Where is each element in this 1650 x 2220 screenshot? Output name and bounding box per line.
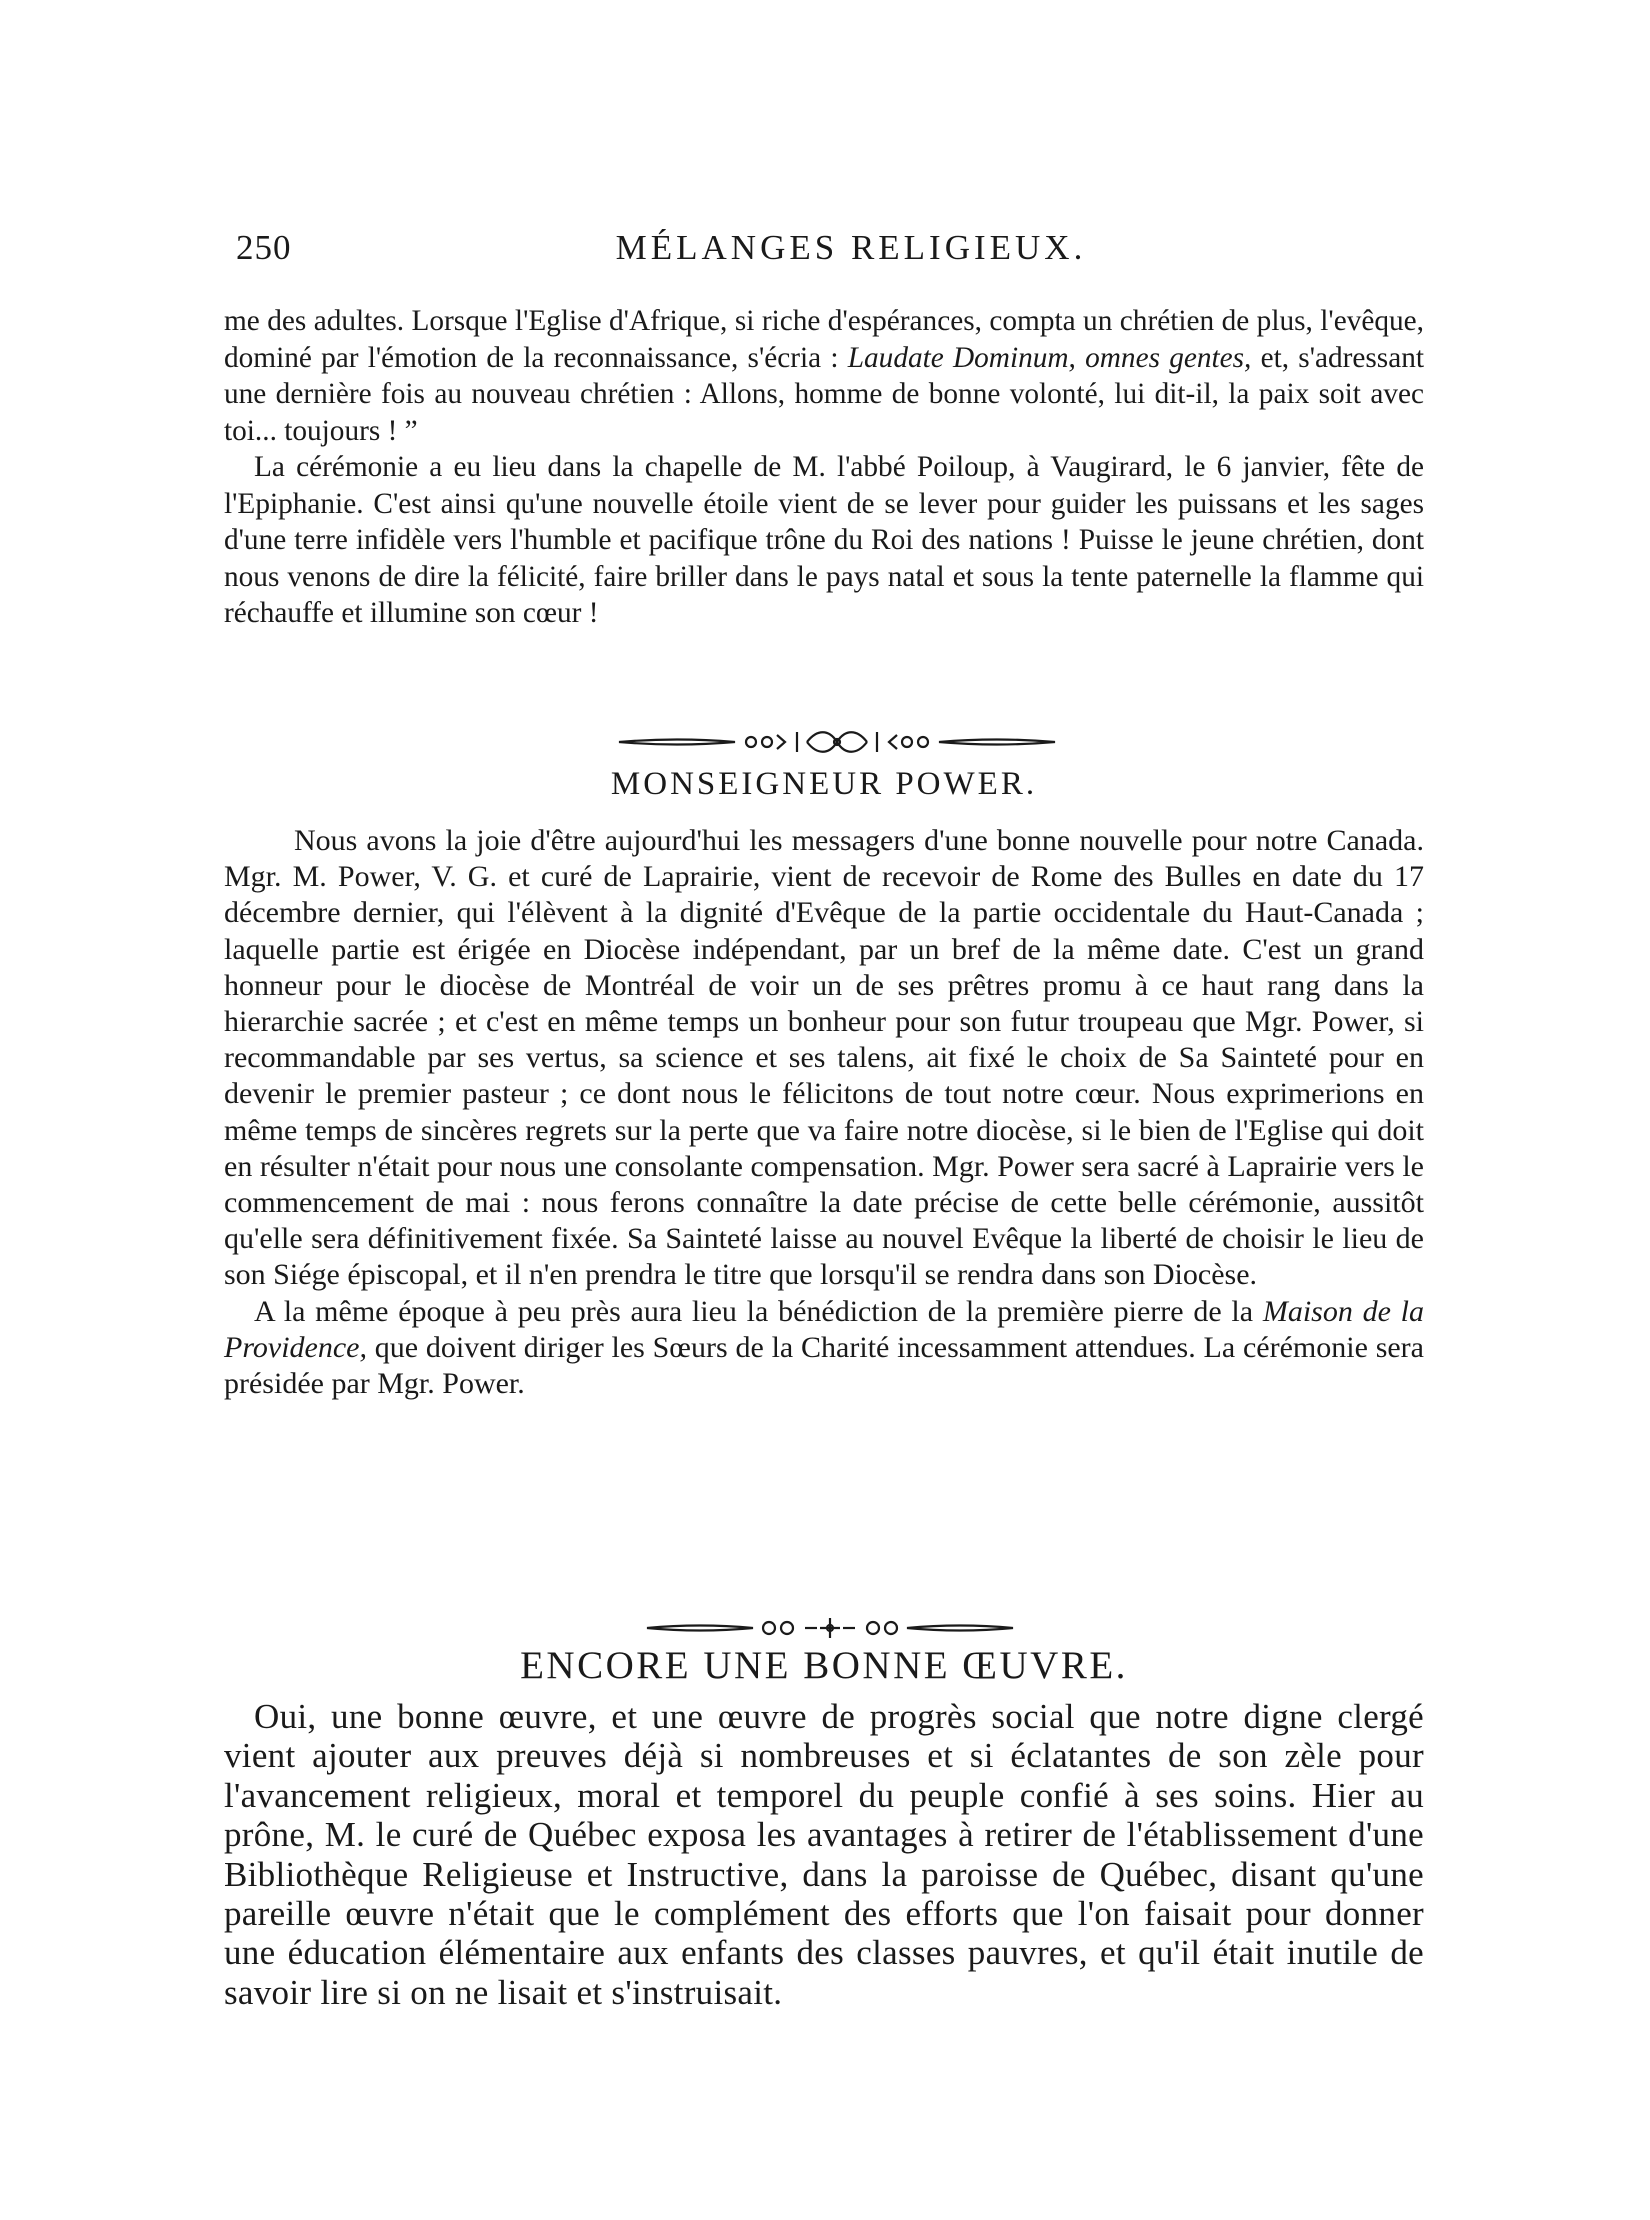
page-header bbox=[236, 228, 1466, 274]
continuation-section bbox=[224, 303, 1424, 632]
providence-italic: Maison de la Providence, bbox=[224, 1294, 1425, 1364]
section-power-body bbox=[224, 823, 1424, 1402]
section-divider-ornament bbox=[617, 727, 1057, 757]
latin-quote: Laudate Dominum, omnes gentes, bbox=[847, 341, 1252, 374]
running-title: MÉLANGES RELIGIEUX. bbox=[615, 228, 1087, 267]
page-number: 250 bbox=[236, 228, 292, 267]
continuation-text-1: me des adultes. Lorsque l'Eglise d'Afrique, si riche d'espérances, compta un chrétien de plus, l'evêque, dominé par l'émotion de la reconnaissance, s'écria : bbox=[224, 305, 1424, 374]
section-title-oeuvre: ENCORE UNE BONNE ŒUVRE. bbox=[520, 1644, 1128, 1687]
power-text-2a: A la même époque à peu près aura lieu la bénédiction de la première pierre de la bbox=[254, 1294, 1263, 1328]
continuation-paragraph bbox=[224, 303, 1424, 449]
power-paragraph-1: Nous avons la joie d'être aujourd'hui les messagers d'une bonne nouvelle pour notre Canada. Mgr. M. Power, V. G. et curé de Laprairie, vient de recevoir de Rome des Bulles en date du 17 décembre dernier, qui l'élèvent à la dignité d'Evêque de la partie occidentale du Haut-Canada ; laquelle partie est érigée en Diocèse indépendant, par un bref de la même date. C'est un grand honneur pour le diocèse de Montréal de voir un de ses prêtres promu à ce haut rang dans la hierarchie sacrée ; et c'est en même temps un bonheur pour son futur troupeau que Mgr. Power, si recommandable par ses vertus, sa science et ses talens, ait fixé le choix de Sa Sainteté pour en devenir le premier pasteur ; ce dont nous le félicitons de tout notre cœur. Nous exprimerions en même temps de sincères regrets sur la perte que va faire notre diocèse, si le bien de l'Eglise qui doit en résulter n'était pour nous une consolante compensation. Mgr. Power sera sacré à Laprairie vers le commencement de mai : nous ferons connaître la date précise de cette belle cérémonie, aussitôt qu'elle sera définitivement fixée. Sa Sainteté laisse au nouvel Evêque la liberté de choisir le lieu de son Siége épiscopal, et il n'en prendra le titre que lorsqu'il se rendra dans son Diocèse. bbox=[224, 824, 1424, 1292]
continuation-text-2: et, s'adressant une dernière fois au nouveau chrétien : Allons, homme de bonne volonté, lui dit-il, la paix soit avec toi... toujours ! ” bbox=[224, 341, 1424, 447]
section-oeuvre-body bbox=[224, 1697, 1424, 2012]
section-title-power: MONSEIGNEUR POWER. bbox=[610, 766, 1038, 802]
power-text-2b: que doivent diriger les Sœurs de la Charité incessamment attendues. La cérémonie sera présidée par Mgr. Power. bbox=[224, 1330, 1424, 1401]
section-power bbox=[224, 766, 1424, 803]
oeuvre-paragraph-1: Oui, une bonne œuvre, et une œuvre de progrès social que notre digne clergé vient ajouter aux preuves déjà si nombreuses et si éclatantes de son zèle pour l'avancement religieux, moral et temporel du peuple confié à ses soins. Hier au prône, M. le curé de Québec exposa les avantages à retirer de l'établissement d'une Bibliothèque Religieuse et Instructive, dans la paroisse de Québec, disant qu'une pareille œuvre n'était que le complément des efforts que l'on faisait pour donner une éducation élémentaire aux enfants des classes pauvres, et qu'il était inutile de savoir lire si on ne lisait et s'instruisait. bbox=[224, 1697, 1424, 2012]
power-paragraph-2 bbox=[224, 1294, 1424, 1403]
ceremony-paragraph: La cérémonie a eu lieu dans la chapelle de M. l'abbé Poiloup, à Vaugirard, le 6 janvier, fête de l'Epiphanie. C'est ainsi qu'une nouvelle étoile vient de se lever pour guider les puissans et les sages d'une terre infidèle vers l'humble et pacifique trône du Roi des nations ! Puisse le jeune chrétien, dont nous venons de dire la félicité, faire briller dans le pays natal et sous la tente paternelle la flamme qui réchauffe et illumine son cœur ! bbox=[224, 451, 1424, 629]
section-divider-ornament-2 bbox=[645, 1613, 1015, 1643]
section-oeuvre bbox=[224, 1643, 1424, 1688]
